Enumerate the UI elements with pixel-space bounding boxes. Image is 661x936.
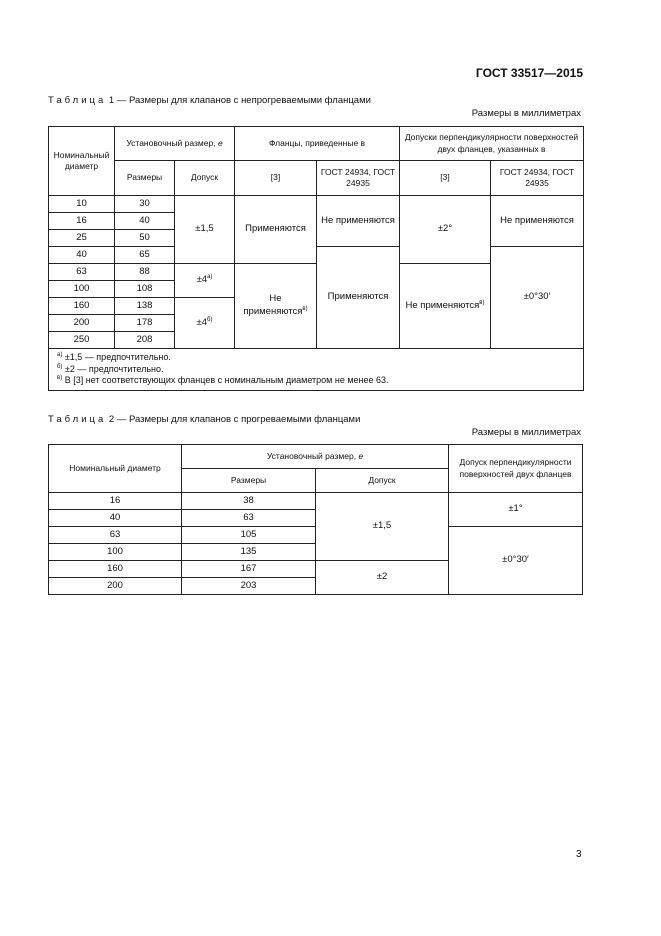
note: $^{б)}$ ±2 — предпочтительно. [57, 363, 164, 374]
cell-perp-ref3: ±2° [400, 196, 491, 264]
cell-size: 30 [115, 196, 175, 213]
cell-flanges-ref3: Не применяются$^{в)}$ [235, 264, 317, 349]
table2-caption: Таблица 2 — Размеры для клапанов с прогреваемыми фланцами [48, 414, 361, 425]
cell-diameter: 25 [49, 230, 115, 247]
table1 [48, 126, 584, 391]
page-number: 3 [576, 849, 582, 860]
header-nominal-diameter: Номинальный диаметр [49, 445, 182, 493]
table1-units: Размеры в миллиметрах [471, 108, 581, 119]
header-gost: ГОСТ 24934, ГОСТ 24935 [491, 161, 584, 196]
cell-perp-gost: ±0°30′ [491, 247, 584, 349]
cell-size: 138 [115, 298, 175, 315]
header-nominal-diameter: Номинальный диаметр [49, 127, 115, 196]
header-tolerance: Допуск [316, 469, 449, 493]
cell-diameter: 160 [49, 298, 115, 315]
cell-diameter: 40 [49, 247, 115, 264]
header-install-size: Установочный размер, е [115, 127, 235, 161]
cell-diameter: 100 [49, 281, 115, 298]
cell-perp: ±1° [449, 493, 583, 527]
cell-flanges-gost: Не применяются [317, 196, 400, 247]
cell-tolerance: ±1,5 [175, 196, 235, 264]
cell-perp: ±0°30′ [449, 527, 583, 595]
header-install-size: Установочный размер, е [182, 445, 449, 469]
header-sizes: Размеры [182, 469, 316, 493]
cell-diameter: 40 [49, 510, 182, 527]
cell-diameter: 63 [49, 527, 182, 544]
cell-size: 178 [115, 315, 175, 332]
table1-caption: Таблица 1 — Размеры для клапанов с непрогреваемыми фланцами [48, 95, 371, 106]
cell-size: 88 [115, 264, 175, 281]
cell-diameter: 100 [49, 544, 182, 561]
cell-size: 50 [115, 230, 175, 247]
cell-size: 38 [182, 493, 316, 510]
header-flanges: Фланцы, приведенные в [235, 127, 400, 161]
cell-size: 208 [115, 332, 175, 349]
cell-tolerance: $\pm 4^{б)}$ [175, 298, 235, 349]
table1-notes [49, 349, 584, 391]
cell-diameter: 200 [49, 578, 182, 595]
cell-perp-ref3: Не применяются$^{в)}$ [400, 264, 491, 349]
note: $^{а)}$ ±1,5 — предпочтительно. [57, 352, 171, 362]
cell-diameter: 16 [49, 213, 115, 230]
cell-diameter: 200 [49, 315, 115, 332]
header-gost: ГОСТ 24934, ГОСТ 24935 [317, 161, 400, 196]
cell-tolerance: ±2 [316, 561, 449, 595]
cell-size: 167 [182, 561, 316, 578]
header-ref3: [3] [400, 161, 491, 196]
cell-tolerance: $\pm 4^{а)}$ [175, 264, 235, 298]
cell-flanges-ref3: Применяются [235, 196, 317, 264]
header-perpendicularity: Допуски перпендикулярности поверхностей двух фланцев, указанных в [400, 127, 584, 161]
cell-diameter: 16 [49, 493, 182, 510]
note: $^{в)}$ В [3] нет соответствующих фланцев с номинальным диаметром не менее 63. [57, 375, 389, 386]
cell-size: 108 [115, 281, 175, 298]
table2 [48, 444, 583, 595]
cell-size: 135 [182, 544, 316, 561]
cell-diameter: 10 [49, 196, 115, 213]
cell-tolerance: ±1,5 [316, 493, 449, 561]
table2-units: Размеры в миллиметрах [471, 427, 581, 438]
cell-diameter: 63 [49, 264, 115, 281]
header-ref3: [3] [235, 161, 317, 196]
cell-size: 203 [182, 578, 316, 595]
cell-size: 105 [182, 527, 316, 544]
cell-perp-gost: Не применяются [491, 196, 584, 247]
cell-size: 65 [115, 247, 175, 264]
cell-size: 40 [115, 213, 175, 230]
header-sizes: Размеры [115, 161, 175, 196]
header-perpendicularity: Допуск перпендикулярности поверхностей двух фланцев [449, 445, 583, 493]
cell-size: 63 [182, 510, 316, 527]
cell-diameter: 250 [49, 332, 115, 349]
cell-flanges-gost: Применяются [317, 247, 400, 349]
cell-diameter: 160 [49, 561, 182, 578]
header-tolerance: Допуск [175, 161, 235, 196]
document-id: ГОСТ 33517—2015 [475, 66, 583, 80]
